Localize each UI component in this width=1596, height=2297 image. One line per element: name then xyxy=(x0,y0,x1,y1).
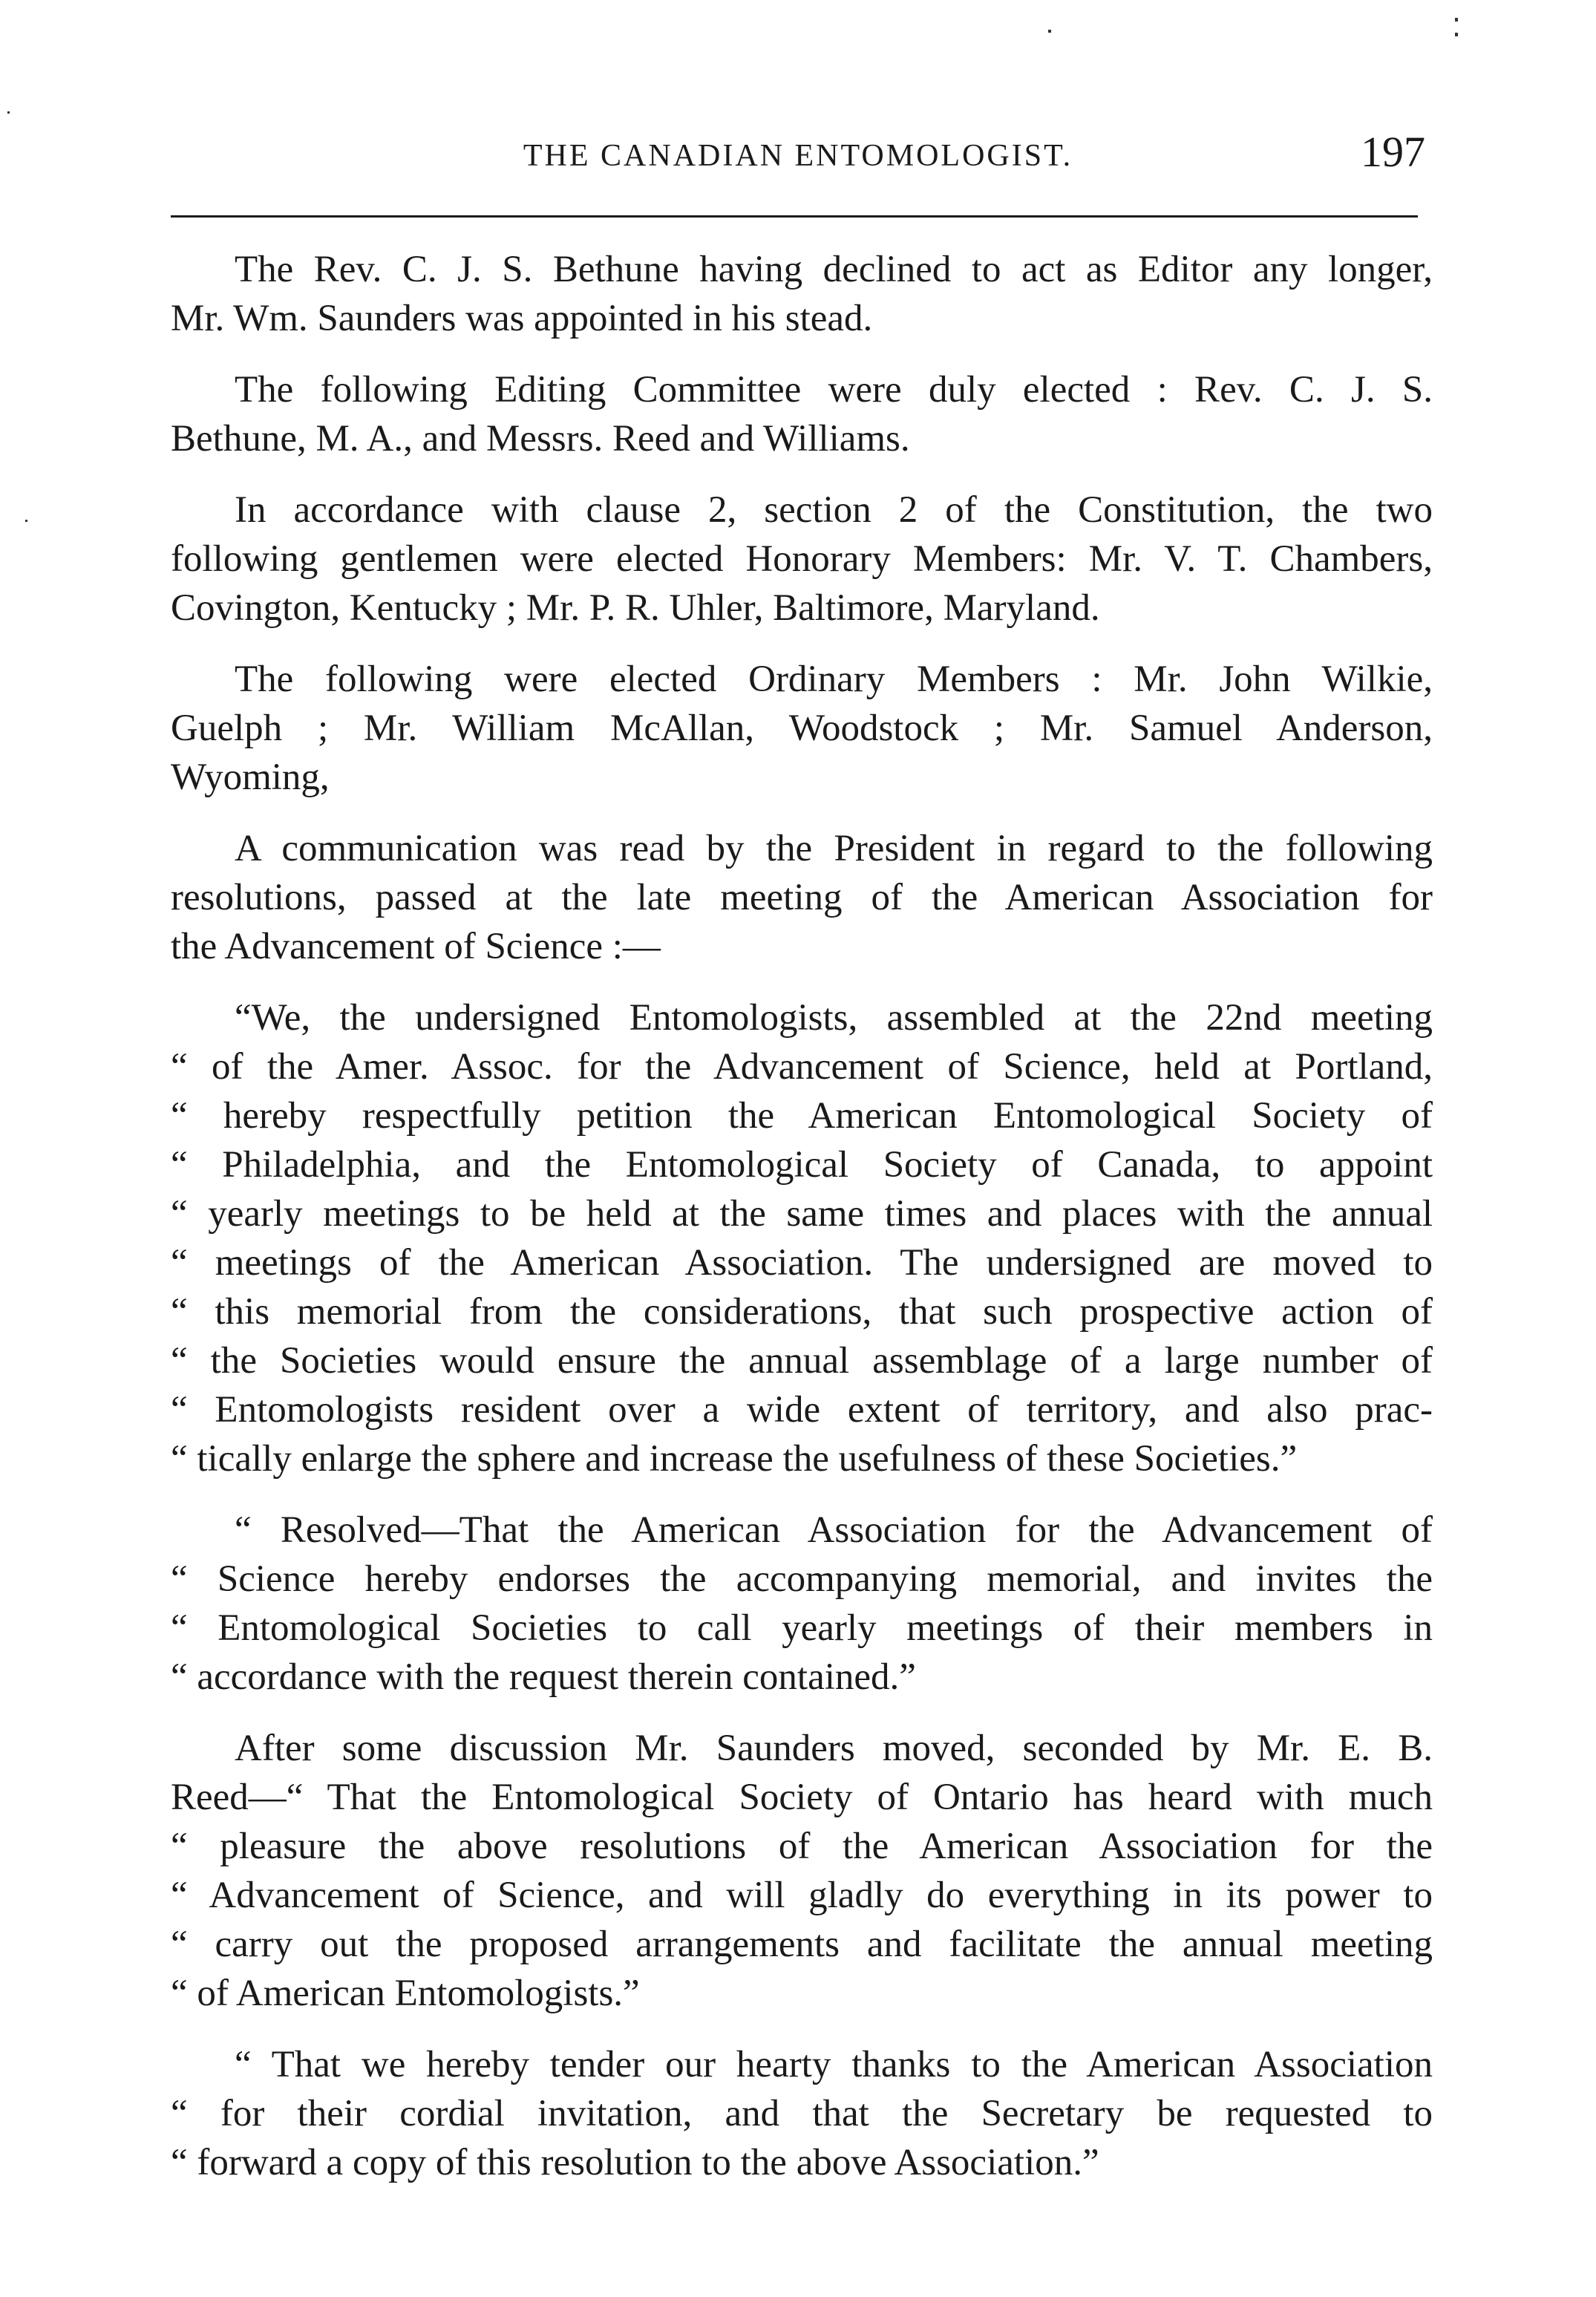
paragraph-motion xyxy=(171,1724,1433,2018)
paragraph-thanks xyxy=(171,2040,1433,2187)
text-line: In accordance with clause 2, section 2 of the Constitution, the two xyxy=(235,489,1433,531)
text-line: “ of American Entomologists.” xyxy=(171,1973,640,2014)
paragraph-editor xyxy=(171,245,1433,343)
paragraph-resolved xyxy=(171,1506,1433,1702)
text-line: “ tically enlarge the sphere and increase the usefulness of these Societies.” xyxy=(171,1438,1298,1480)
scan-speck xyxy=(7,111,10,114)
text-line: Covington, Kentucky ; Mr. P. R. Uhler, Baltimore, Maryland. xyxy=(171,587,1100,629)
running-header xyxy=(171,126,1425,186)
text-line: “ of the Amer. Assoc. for the Advancement of Science, held at Portland, xyxy=(171,1046,1433,1088)
text-line: the Advancement of Science :— xyxy=(171,926,661,967)
text-line: A communication was read by the President in regard to the following xyxy=(235,828,1433,869)
text-line: The following were elected Ordinary Members : Mr. John Wilkie, xyxy=(235,659,1433,700)
scan-speck xyxy=(25,520,27,522)
paragraph-communication xyxy=(171,824,1433,971)
body-text xyxy=(171,245,1433,2209)
text-line: “ pleasure the above resolutions of the American Association for the xyxy=(171,1826,1433,1867)
text-line: “ Entomologists resident over a wide extent of territory, and also prac- xyxy=(171,1389,1433,1431)
text-line: Mr. Wm. Saunders was appointed in his stead. xyxy=(171,298,873,339)
text-line: “ Science hereby endorses the accompanying memorial, and invites the xyxy=(171,1558,1433,1600)
text-line: “ this memorial from the considerations, that such prospective action of xyxy=(171,1291,1433,1333)
text-line: following gentlemen were elected Honorary Members: Mr. V. T. Chambers, xyxy=(171,538,1433,580)
scan-speck xyxy=(1455,33,1458,36)
paragraph-memorial xyxy=(171,993,1433,1483)
text-line: The Rev. C. J. S. Bethune having declined to act as Editor any longer, xyxy=(235,249,1433,290)
journal-title: THE CANADIAN ENTOMOLOGIST. xyxy=(523,139,1073,173)
text-line: “ accordance with the request therein contained.” xyxy=(171,1656,916,1698)
text-line: “ Resolved—That the American Association for the Advancement of xyxy=(235,1509,1433,1551)
text-line: Wyoming, xyxy=(171,757,330,798)
paragraph-editing-committee xyxy=(171,365,1433,463)
text-line: After some discussion Mr. Saunders moved, seconded by Mr. E. B. xyxy=(235,1728,1433,1769)
text-line: resolutions, passed at the late meeting of the American Association for xyxy=(171,877,1433,918)
text-line: “ yearly meetings to be held at the same times and places with the annual xyxy=(171,1193,1433,1235)
text-line: “ the Societies would ensure the annual assemblage of a large number of xyxy=(171,1340,1433,1382)
text-line: The following Editing Committee were duly elected : Rev. C. J. S. xyxy=(235,369,1433,411)
text-line: “ carry out the proposed arrangements and facilitate the annual meeting xyxy=(171,1924,1433,1965)
header-rule xyxy=(171,215,1418,218)
text-line: “ Philadelphia, and the Entomological Society of Canada, to appoint xyxy=(171,1144,1433,1186)
text-line: “ Advancement of Science, and will gladly do everything in its power to xyxy=(171,1875,1433,1916)
paragraph-honorary-members xyxy=(171,486,1433,633)
text-line: “ forward a copy of this resolution to the above Association.” xyxy=(171,2142,1099,2183)
text-line: Guelph ; Mr. William McAllan, Woodstock ; Mr. Samuel Anderson, xyxy=(171,708,1433,749)
text-line: Reed—“ That the Entomological Society of Ontario has heard with much xyxy=(171,1777,1433,1818)
scan-speck xyxy=(1048,30,1051,33)
scan-speck xyxy=(1455,18,1458,22)
text-line: “ hereby respectfully petition the American Entomological Society of xyxy=(171,1095,1433,1137)
text-line: “ meetings of the American Association. The undersigned are moved to xyxy=(171,1242,1433,1284)
page-number: 197 xyxy=(1361,128,1425,176)
text-line: “ That we hereby tender our hearty thanks to the American Association xyxy=(235,2044,1433,2085)
paragraph-ordinary-members xyxy=(171,655,1433,802)
text-line: Bethune, M. A., and Messrs. Reed and Williams. xyxy=(171,418,910,460)
text-line: “ for their cordial invitation, and that the Secretary be requested to xyxy=(171,2093,1433,2134)
text-line: “ Entomological Societies to call yearly meetings of their members in xyxy=(171,1607,1433,1649)
text-line: “We, the undersigned Entomologists, assembled at the 22nd meeting xyxy=(235,997,1433,1039)
